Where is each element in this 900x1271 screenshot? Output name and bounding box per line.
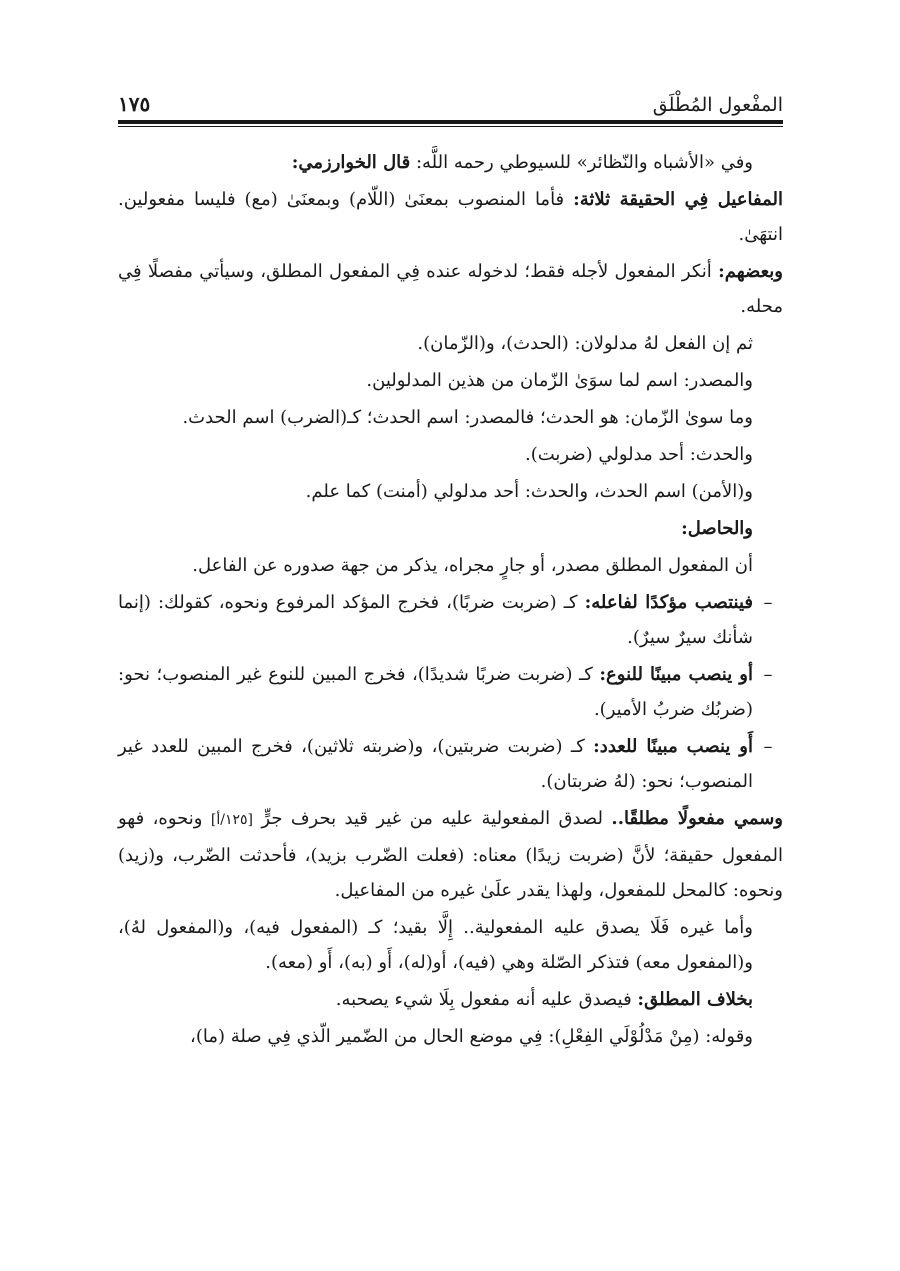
paragraph-11-bold: وسمي مفعولًا مطلقًا.. (611, 808, 784, 829)
paragraph-11-text: لصدق المفعولية عليه من غير قيد بحرف جرٍّ (253, 808, 612, 829)
paragraph-13 (118, 982, 783, 1017)
dash-bullet-icon: – (763, 592, 773, 613)
paragraph-2-text: فأما المنصوب بمعنَىٰ (اللّام) وبمعنَىٰ (مع) فليسا مفعولين. انتهَىٰ. (118, 189, 783, 245)
header-rule-thin (118, 126, 783, 127)
bullet-item-2-bold: أو ينصب مبينًا للنوع: (599, 664, 754, 685)
bullet-item-2-text (118, 657, 753, 727)
bullet-item-3-bold: أَو ينصب مبينًا للعدد: (593, 736, 754, 757)
page-body (118, 145, 783, 1054)
bullet-item-1 (118, 585, 783, 655)
paragraph-1-text: وفي «الأشباه والنّظائر» للسيوطي رحمه اللَّه: (410, 152, 753, 173)
manuscript-folio-ref: [١٢٥/أ] (210, 812, 253, 828)
paragraph-3-bold: وبعضهم: (718, 261, 783, 282)
paragraph-7: والحدث: أحد مدلولي (ضربت). (524, 444, 753, 465)
page-number: ١٧٥ (118, 92, 151, 116)
dash-bullet-icon: – (763, 736, 773, 757)
bullet-item-1-body: كـ (ضربت ضربًا)، فخرج المؤكد المرفوع ونحوه، كقولك: (إنما شأنك سيرٌ سيرٌ). (118, 592, 753, 648)
paragraph-6: وما سوىٰ الزّمان: هو الحدث؛ فالمصدر: اسم الحدث؛ كـ(الضرب) اسم الحدث. (182, 407, 753, 428)
paragraph-5: والمصدر: اسم لما سوَىٰ الزّمان من هذين المدلولين. (366, 370, 753, 391)
bullet-item-3 (118, 729, 783, 799)
paragraph-8: و(الأمن) اسم الحدث، والحدث: أحد مدلولي (أمنت) كما علم. (305, 481, 753, 502)
page-header (118, 82, 783, 116)
paragraph-2-bold: المفاعيل فِي الحقيقة ثلاثة: (573, 189, 783, 210)
paragraph-2 (118, 182, 783, 252)
paragraph-1-bold: قال الخوارزمي: (291, 152, 411, 173)
paragraph-1 (118, 145, 783, 180)
bullet-item-3-body: كـ (ضربت ضربتين)، و(ضربته ثلاثين)، فخرج المبين للعدد غير المنصوب؛ نحو: (لهُ ضربتان). (118, 736, 753, 792)
paragraph-12: وأما غيره فَلَا يصدق عليه المفعولية.. إِلَّا بقيد؛ كـ (المفعول فيه)، و(المفعول لهُ)، و(المفعول معه) فتذكر الصّلة وهي (فيه)، أو(له)، أَو (به)، أَو (معه). (118, 917, 753, 973)
bullet-item-1-bold: فينتصب مؤكدًا لفاعله: (584, 592, 753, 613)
bullet-item-1-text (118, 585, 753, 655)
paragraph-3 (118, 254, 783, 324)
page (118, 82, 783, 1056)
paragraph-14: وقوله: (مِنْ مَدْلُوْلَي الفِعْلِ): فِي موضع الحال من الضّمير الّذي فِي صلة (ما)، (190, 1026, 753, 1047)
paragraph-3-text: أنكر المفعول لأجله فقط؛ لدخوله عنده فِي المفعول المطلق، وسيأتي مفصلًا فِي محله. (118, 261, 783, 317)
running-title: المفْعول المُطْلَق (652, 94, 783, 116)
bullet-item-2-body: كـ (ضربت ضربًا شديدًا)، فخرج المبين للنوع غير المنصوب؛ نحو: (ضربُك ضربُ الأمير). (118, 664, 753, 720)
bullet-item-3-text (118, 729, 753, 799)
paragraph-11 (118, 801, 783, 908)
dash-bullet-icon: – (763, 664, 773, 685)
paragraph-11-text-cont: ونحوه، فهو المفعول حقيقة؛ لأنَّ (ضربت زيدًا) معناه: (فعلت الضّرب بزيد)، فأحدثت الضّرب، و(زيد) ونحوه: كالمحل للمفعول، ولهذا يقدر علَىٰ غيره من المفاعيل. (118, 808, 783, 901)
paragraph-13-bold: بخلاف المطلق: (637, 989, 753, 1010)
paragraph-10: أن المفعول المطلق مصدر، أو جارٍ مجراه، يذكر من جهة صدوره عن الفاعل. (192, 555, 753, 576)
bullet-item-2 (118, 657, 783, 727)
header-rule-thick (118, 120, 783, 124)
paragraph-13-text: فيصدق عليه أنه مفعول بِلَا شيء يصحبه. (335, 989, 638, 1010)
paragraph-9-heading: والحاصل: (681, 518, 753, 539)
paragraph-4: ثم إن الفعل لهُ مدلولان: (الحدث)، و(الزّمان). (417, 333, 753, 354)
